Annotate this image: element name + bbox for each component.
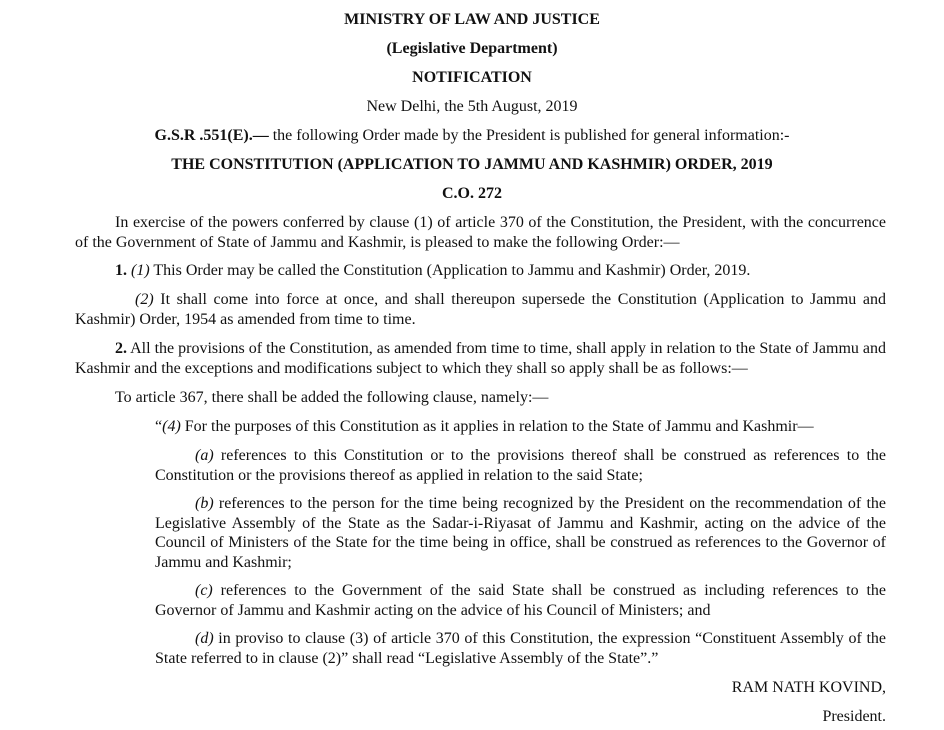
- paragraph-1-2-sub: (2): [135, 291, 154, 308]
- order-title: THE CONSTITUTION (APPLICATION TO JAMMU AND KASHMIR) ORDER, 2019: [171, 156, 773, 173]
- place-date: New Delhi, the 5th August, 2019: [366, 98, 578, 115]
- paragraph-1-sub: (1): [131, 262, 150, 279]
- clause-4-sub: (4): [162, 418, 181, 435]
- paragraph-2: [75, 339, 886, 378]
- clause-b: [155, 494, 886, 572]
- clause-c: [155, 581, 886, 620]
- clause-a-text: references to this Constitution or to the provisions thereof shall be construed as references to the Constitution or the provisions thereof as applied in relation to the said State;: [155, 447, 886, 484]
- article-367-line: To article 367, there shall be added the following clause, namely:—: [115, 389, 549, 406]
- clause-b-text: references to the person for the time being recognized by the President on the recommendation of the Legislative Assembly of the State as the Sadar-i-Riyasat of Jammu and Kashmir, acting on the advice of the Council of Ministers of the State for the time being in office, shall be construed as references to the Governor of Jammu and Kashmir;: [155, 495, 886, 571]
- clause-c-text: references to the Government of the said State shall be construed as including references to the Governor of Jammu and Kashmir acting on the advice of his Council of Ministers; and: [155, 582, 886, 619]
- clause-d-sub: (d): [195, 630, 214, 647]
- clause-a-sub: (a): [195, 447, 214, 464]
- paragraph-1-number: 1.: [115, 262, 127, 279]
- paragraph-1-text: This Order may be called the Constitution (Application to Jammu and Kashmir) Order, 2019.: [149, 262, 751, 279]
- clause-d: [155, 629, 886, 668]
- paragraph-1: [75, 261, 886, 281]
- clause-c-sub: (c): [195, 582, 213, 599]
- clause-4-text: For the purposes of this Constitution as it applies in relation to the State of Jammu and Kashmir—: [180, 418, 814, 435]
- clause-4-open-quote: “: [155, 418, 163, 435]
- paragraph-1-2-text: It shall come into force at once, and shall thereupon supersede the Constitution (Application to Jammu and Kashmir) Order, 1954 as amended from time to time.: [75, 291, 886, 328]
- notification-heading: NOTIFICATION: [412, 69, 532, 86]
- paragraph-2-text: All the provisions of the Constitution, as amended from time to time, shall apply in relation to the State of Jammu and Kashmir and the exceptions and modifications subject to which they shall so apply shall be as follows:—: [75, 340, 886, 377]
- signatory-name: RAM NATH KOVIND,: [731, 679, 886, 696]
- clause-a: [155, 446, 886, 485]
- department-heading: (Legislative Department): [386, 40, 558, 57]
- preamble-paragraph: In exercise of the powers conferred by clause (1) of article 370 of the Constitution, the President, with the concurrence of the Government of State of Jammu and Kashmir, is pleased to make the following Order:—: [75, 214, 886, 251]
- paragraph-1-2: [75, 290, 886, 329]
- clause-b-sub: (b): [195, 495, 214, 512]
- gsr-line: [0, 126, 944, 146]
- signatory-title: President.: [822, 708, 886, 725]
- gsr-text: the following Order made by the President is published for general information:-: [268, 127, 790, 144]
- clause-d-text: in proviso to clause (3) of article 370 of this Constitution, the expression “Constituent Assembly of the State referred to in clause (2)” shall read “Legislative Assembly of the State”.”: [155, 630, 886, 667]
- clause-4: [155, 417, 886, 437]
- gsr-number: G.S.R .551(E).—: [154, 127, 269, 144]
- co-number: C.O. 272: [442, 185, 502, 202]
- paragraph-2-number: 2.: [115, 340, 127, 357]
- ministry-heading: MINISTRY OF LAW AND JUSTICE: [344, 11, 600, 28]
